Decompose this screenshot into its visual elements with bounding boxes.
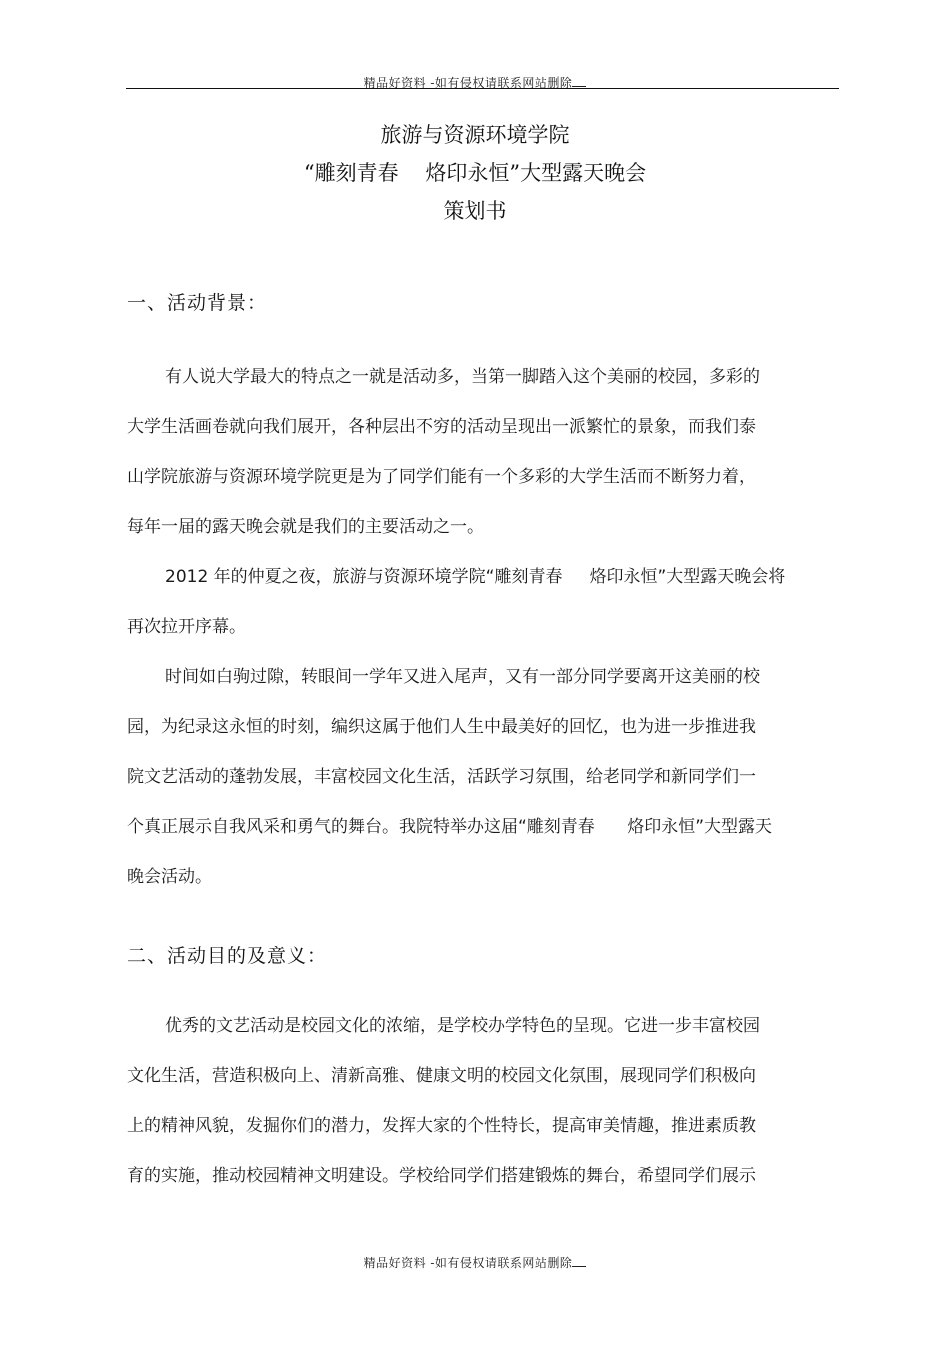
paragraph-background-3 [127,652,827,902]
footer-text: 精品好资料 -如有侵权请联系网站删除 [363,1256,573,1270]
header-text: 精品好资料 -如有侵权请联系网站删除 [363,76,573,90]
document-title [0,116,950,230]
paragraph-background-1 [127,352,827,552]
paragraph-line: 优秀的文艺活动是校园文化的浓缩，是学校办学特色的呈现。它进一步丰富校园 [165,1016,760,1036]
paragraph-line: 每年一届的露天晚会就是我们的主要活动之一。 [127,517,484,537]
header-underline [572,76,586,87]
paragraph-line: 园，为纪录这永恒的时刻，编织这属于他们人生中最美好的回忆，也为进一步推进我 [127,717,756,737]
paragraph-line: 2012 年的仲夏之夜，旅游与资源环境学院“雕刻青春 烙印永恒”大型露天晚会将 [165,567,786,587]
header-rule [126,88,839,89]
paragraph-line: 晚会活动。 [127,867,212,887]
paragraph-line: 文化生活，营造积极向上、清新高雅、健康文明的校园文化氛围，展现同学们积极向 [127,1066,756,1086]
title-line-1: 旅游与资源环境学院 [380,123,570,147]
paragraph-background-2 [127,552,827,652]
paragraph-line: 山学院旅游与资源环境学院更是为了同学们能有一个多彩的大学生活而不断努力着， [127,467,756,487]
paragraph-purpose-1 [127,1001,827,1201]
paragraph-line: 大学生活画卷就向我们展开，各种层出不穷的活动呈现出一派繁忙的景象，而我们泰 [127,417,756,437]
section-heading-purpose: 二、活动目的及意义： [127,945,328,967]
title-line-2: “雕刻青春 烙印永恒”大型露天晚会 [303,161,647,185]
footer-underline [572,1256,586,1267]
paragraph-line: 个真正展示自我风采和勇气的舞台。我院特举办这届“雕刻青春 烙印永恒”大型露天 [127,817,773,837]
section-heading-background: 一、活动背景： [127,292,268,314]
paragraph-line: 育的实施，推动校园精神文明建设。学校给同学们搭建锻炼的舞台，希望同学们展示 [127,1166,756,1186]
paragraph-line: 有人说大学最大的特点之一就是活动多，当第一脚踏入这个美丽的校园，多彩的 [165,367,760,387]
paragraph-line: 院文艺活动的蓬勃发展，丰富校园文化生活，活跃学习氛围，给老同学和新同学们一 [127,767,756,787]
paragraph-line: 再次拉开序幕。 [127,617,246,637]
title-line-3: 策划书 [443,199,507,223]
page-footer [0,1254,950,1271]
paragraph-line: 上的精神风貌，发掘你们的潜力，发挥大家的个性特长，提高审美情趣，推进素质教 [127,1116,756,1136]
paragraph-line: 时间如白驹过隙，转眼间一学年又进入尾声，又有一部分同学要离开这美丽的校 [165,667,760,687]
